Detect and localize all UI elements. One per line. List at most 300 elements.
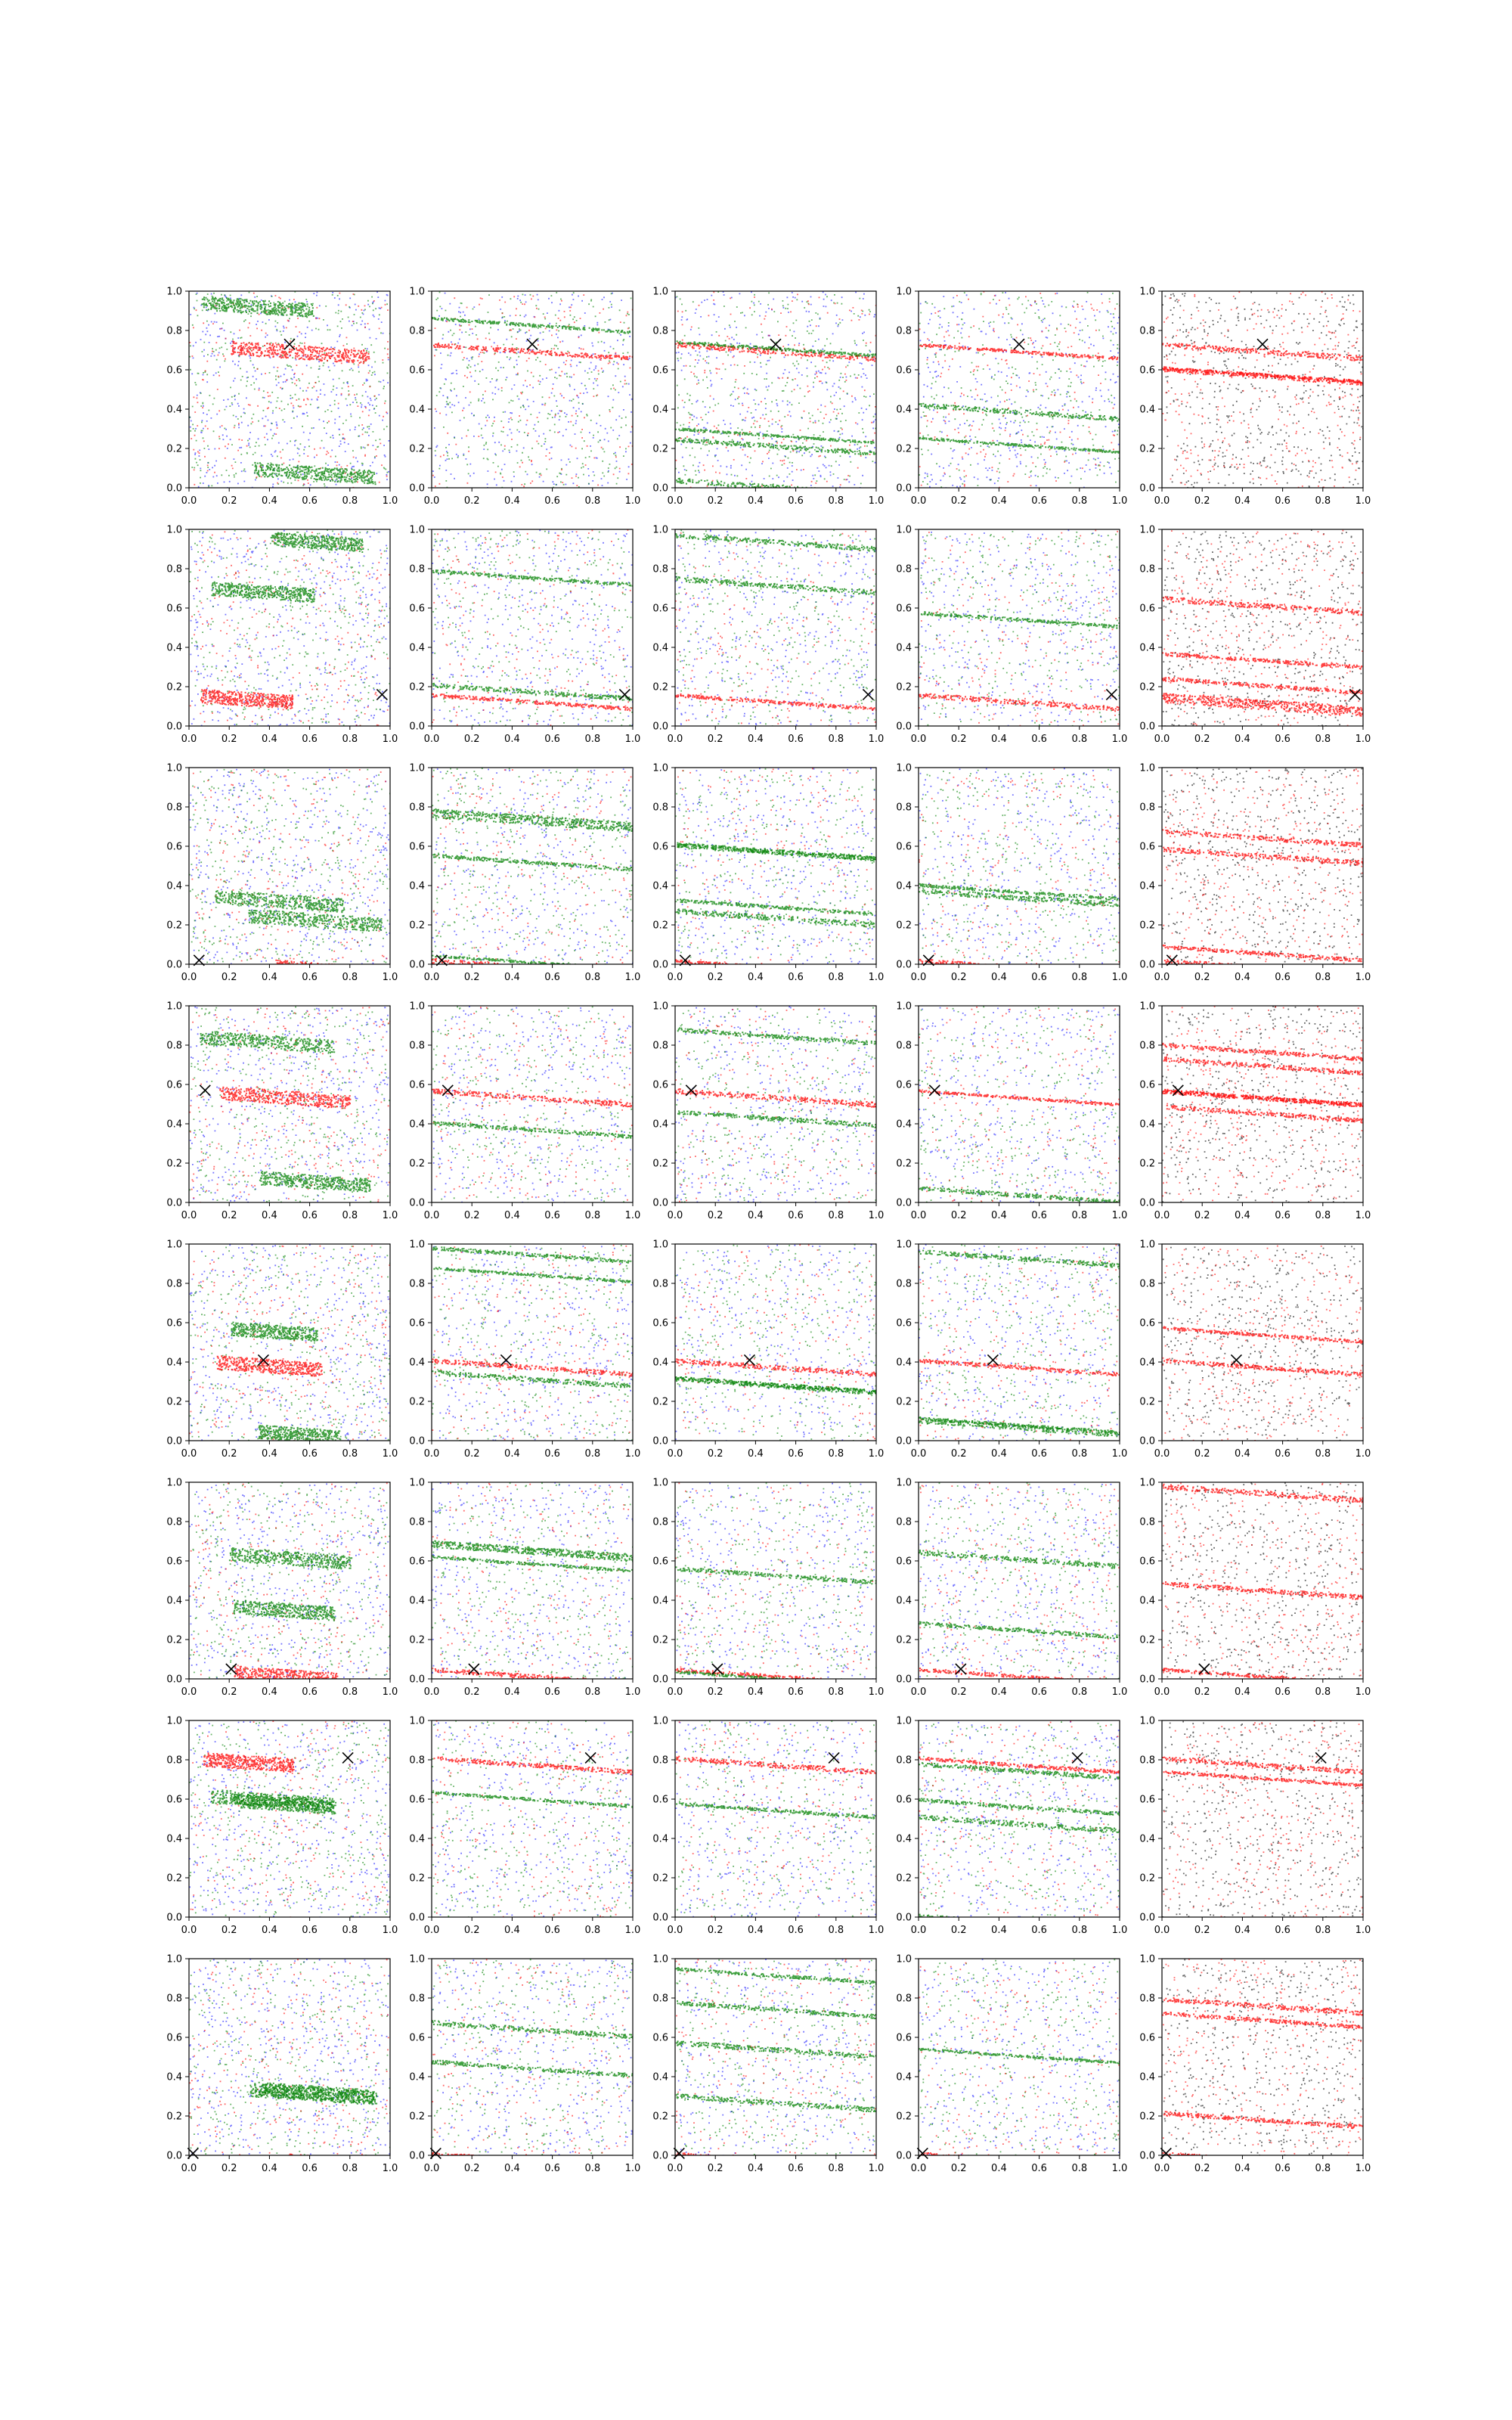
streak-band (434, 1757, 634, 1776)
x-tick-label: 0.2 (221, 495, 237, 507)
y-tick-label: 0.6 (166, 2032, 182, 2044)
y-tick-label: 1.0 (409, 1001, 425, 1013)
axes-frame (1162, 1959, 1363, 2155)
y-tick-label: 1.0 (896, 286, 912, 298)
x-tick-label: 1.0 (1355, 495, 1371, 507)
y-tick-label: 0.2 (1139, 443, 1155, 455)
x-tick-label: 0.6 (544, 1448, 560, 1460)
x-tick-label: 1.0 (624, 1210, 641, 1221)
y-tick-label: 0.8 (652, 325, 668, 337)
x-tick-label: 0.8 (342, 1686, 358, 1698)
x-tick-label: 0.8 (1071, 495, 1088, 507)
y-tick-label: 0.6 (652, 365, 668, 377)
y-tick-label: 0.2 (409, 1158, 425, 1170)
x-tick-label: 0.0 (1154, 495, 1170, 507)
x-tick-label: 0.4 (504, 495, 520, 507)
x-tick-label: 0.8 (1071, 734, 1088, 745)
x-tick-label: 0.2 (221, 972, 237, 983)
y-tick-label: 0.2 (1139, 1872, 1155, 1885)
y-tick-label: 0.6 (1139, 365, 1155, 377)
y-tick-label: 0.2 (166, 920, 182, 932)
y-tick-label: 0.2 (652, 1634, 668, 1646)
y-tick-label: 0.8 (652, 1516, 668, 1528)
streak-band (1162, 1757, 1364, 1775)
streak-band (919, 437, 1120, 454)
y-tick-label: 0.6 (1139, 603, 1155, 615)
panel-r6-c1 (166, 1478, 398, 1699)
axes-frame (675, 291, 876, 488)
panel-r5-c4 (896, 1239, 1127, 1460)
x-tick-label: 0.2 (1194, 1925, 1210, 1936)
y-tick-label: 0.2 (166, 2111, 182, 2123)
y-tick-label: 0.0 (1139, 1912, 1155, 1924)
y-tick-label: 0.2 (896, 681, 912, 693)
x-tick-label: 1.0 (382, 2163, 398, 2174)
panel-r5-c5 (1139, 1239, 1371, 1460)
x-tick-label: 0.8 (1315, 1686, 1331, 1698)
x-tick-label: 1.0 (624, 734, 641, 745)
series-red (432, 1483, 634, 1680)
series-blue (919, 1959, 1121, 2156)
x-tick-label: 1.0 (1111, 2163, 1128, 2174)
streak-band (919, 2048, 1121, 2065)
series-green (432, 529, 634, 727)
panel-r7-c2 (409, 1716, 640, 1937)
x-tick-label: 0.4 (991, 972, 1007, 983)
panel-r1-c2 (409, 287, 640, 507)
streak-band (676, 1566, 877, 1584)
x-tick-label: 1.0 (1355, 972, 1371, 983)
series-blue (919, 1484, 1120, 1680)
panel-r2-c5 (1139, 525, 1371, 746)
x-tick-label: 0.0 (667, 1686, 683, 1698)
y-tick-label: 0.0 (409, 959, 425, 971)
x-tick-label: 0.0 (667, 2163, 683, 2174)
streak-band (432, 854, 632, 872)
x-tick-label: 0.8 (1071, 1686, 1088, 1698)
y-tick-label: 0.0 (1139, 2150, 1155, 2162)
x-tick-label: 0.6 (1275, 1686, 1290, 1698)
y-tick-label: 0.4 (166, 404, 182, 416)
series-blue (919, 292, 1120, 489)
y-tick-label: 1.0 (896, 1715, 912, 1727)
x-tick-label: 0.4 (504, 734, 520, 745)
x-tick-label: 0.6 (302, 1448, 318, 1460)
y-tick-label: 1.0 (409, 1239, 425, 1251)
series-blue (432, 530, 634, 728)
x-tick-label: 0.4 (748, 1686, 764, 1698)
y-tick-label: 0.6 (166, 365, 182, 377)
streak-band (200, 689, 293, 709)
axes-frame (919, 291, 1120, 488)
scatter-points (432, 1720, 634, 1918)
y-tick-label: 0.4 (896, 2071, 912, 2083)
x-tick-label: 0.8 (828, 734, 844, 745)
x-tick-label: 1.0 (382, 1448, 398, 1460)
y-tick-label: 0.4 (652, 642, 668, 654)
series-green (919, 1482, 1120, 1679)
y-tick-label: 0.8 (652, 1754, 668, 1767)
streak-band (1162, 829, 1364, 848)
y-tick-label: 0.4 (896, 642, 912, 654)
x-tick-label: 0.8 (1315, 1448, 1331, 1460)
scatter-points (189, 291, 391, 489)
scatter-points (189, 529, 392, 728)
y-tick-label: 0.0 (166, 1674, 182, 1686)
y-tick-label: 0.0 (896, 721, 912, 733)
panel-r4-c2 (409, 1001, 640, 1222)
x-tick-label: 0.4 (991, 495, 1007, 507)
y-tick-label: 0.6 (409, 365, 425, 377)
scatter-points (675, 1006, 878, 1203)
scatter-points (432, 1482, 634, 1686)
streak-band (675, 1088, 878, 1108)
x-tick-label: 0.6 (1031, 495, 1047, 507)
axes-frame (189, 768, 390, 964)
x-tick-label: 0.2 (221, 1448, 237, 1460)
scatter-points (675, 1959, 878, 2169)
scatter-points (919, 291, 1121, 489)
y-tick-label: 0.0 (166, 2150, 182, 2162)
x-tick-label: 0.8 (1315, 495, 1331, 507)
y-tick-label: 0.6 (166, 1079, 182, 1091)
y-tick-label: 0.4 (166, 642, 182, 654)
marker-x (1014, 339, 1024, 349)
y-tick-label: 0.4 (166, 1118, 182, 1131)
series-blue (919, 1244, 1120, 1442)
x-tick-label: 0.8 (828, 1686, 844, 1698)
x-tick-label: 0.0 (910, 972, 927, 983)
y-tick-label: 0.2 (1139, 1634, 1155, 1646)
series-blue (189, 1483, 392, 1680)
y-tick-label: 0.6 (409, 1317, 425, 1329)
scatter-points (1162, 1006, 1365, 1204)
x-tick-label: 0.2 (221, 2163, 237, 2174)
scatter-points (919, 768, 1121, 977)
x-tick-label: 0.2 (463, 1925, 480, 1936)
y-tick-label: 0.6 (652, 2032, 668, 2044)
y-tick-label: 0.2 (896, 1396, 912, 1408)
y-tick-label: 0.0 (409, 721, 425, 733)
scatter-points (1162, 291, 1365, 489)
y-tick-label: 1.0 (166, 1715, 182, 1727)
y-tick-label: 0.6 (166, 1556, 182, 1568)
series-black (1162, 1721, 1364, 1919)
y-tick-label: 0.8 (1139, 1516, 1155, 1528)
y-tick-label: 0.8 (1139, 802, 1155, 814)
axes-frame (432, 1482, 633, 1679)
panel-r2-c2 (409, 525, 640, 746)
x-tick-label: 0.8 (342, 972, 358, 983)
streak-band (1162, 343, 1363, 361)
series-green (919, 1721, 1120, 1917)
y-tick-label: 0.4 (896, 1357, 912, 1369)
streak-band (200, 1031, 335, 1053)
y-tick-label: 0.6 (409, 603, 425, 615)
series-red (1163, 768, 1364, 963)
panel-r1-c5 (1139, 287, 1371, 507)
x-tick-label: 0.8 (584, 1210, 601, 1221)
y-tick-label: 1.0 (1139, 1953, 1155, 1965)
x-tick-label: 0.0 (181, 1925, 197, 1936)
axes-frame (675, 1959, 876, 2155)
panel-r8-c4 (896, 1954, 1127, 2175)
y-tick-label: 0.2 (166, 1396, 182, 1408)
x-tick-label: 1.0 (624, 972, 641, 983)
y-tick-label: 0.4 (166, 1357, 182, 1369)
panel-r8-c2 (409, 1954, 640, 2175)
series-blue (676, 1721, 878, 1918)
series-red (189, 293, 391, 489)
streak-band (675, 959, 878, 976)
y-tick-label: 0.6 (409, 841, 425, 853)
y-tick-label: 1.0 (652, 762, 668, 774)
panel-r1-c3 (652, 287, 884, 507)
x-tick-label: 0.2 (463, 495, 480, 507)
scatter-points (919, 1007, 1121, 1205)
y-tick-label: 0.2 (652, 1396, 668, 1408)
x-tick-label: 0.4 (504, 1448, 520, 1460)
y-tick-label: 0.6 (652, 603, 668, 615)
y-tick-label: 1.0 (166, 1477, 182, 1489)
series-green (190, 1482, 391, 1680)
x-tick-label: 0.4 (262, 495, 277, 507)
streak-band (432, 2152, 634, 2169)
x-tick-label: 0.0 (667, 1925, 683, 1936)
series-green (189, 1722, 391, 1918)
x-tick-label: 0.0 (667, 1210, 683, 1221)
streak-band (677, 1110, 877, 1128)
x-tick-label: 1.0 (1111, 1448, 1128, 1460)
y-tick-label: 0.4 (166, 1595, 182, 1607)
y-tick-label: 0.0 (896, 1435, 912, 1447)
streak-band (432, 1359, 634, 1377)
y-tick-label: 0.8 (896, 1754, 912, 1767)
y-tick-label: 0.0 (652, 1912, 668, 1924)
x-tick-label: 1.0 (382, 1925, 398, 1936)
y-tick-label: 1.0 (896, 1953, 912, 1965)
x-tick-label: 1.0 (868, 1448, 885, 1460)
x-tick-label: 0.0 (910, 1686, 927, 1698)
series-blue (919, 1007, 1121, 1204)
x-tick-label: 0.6 (544, 1686, 560, 1698)
x-tick-label: 0.2 (707, 1925, 723, 1936)
y-tick-label: 1.0 (1139, 762, 1155, 774)
x-tick-label: 0.6 (302, 972, 318, 983)
x-tick-label: 0.6 (1031, 1686, 1047, 1698)
y-tick-label: 1.0 (1139, 1001, 1155, 1013)
series-blue (676, 768, 878, 964)
scatter-points (675, 768, 878, 976)
y-tick-label: 0.8 (896, 325, 912, 337)
series-black (1162, 292, 1364, 489)
x-tick-label: 1.0 (1111, 1686, 1128, 1698)
y-tick-label: 0.0 (1139, 482, 1155, 495)
streak-band (1163, 847, 1365, 866)
scatter-points (675, 529, 878, 728)
y-tick-label: 0.8 (409, 1993, 425, 2005)
streak-band (676, 1967, 878, 1985)
streak-band (1163, 366, 1364, 384)
y-tick-label: 0.0 (1139, 959, 1155, 971)
y-tick-label: 0.6 (652, 1556, 668, 1568)
y-tick-label: 0.4 (1139, 2071, 1155, 2083)
streak-band (919, 1250, 1120, 1268)
y-tick-label: 0.8 (409, 1278, 425, 1290)
series-blue (919, 1721, 1121, 1919)
y-tick-label: 0.6 (1139, 1794, 1155, 1806)
x-tick-label: 0.6 (788, 2163, 804, 2174)
panel-r6-c5 (1139, 1478, 1371, 1699)
x-tick-label: 0.0 (423, 1448, 440, 1460)
x-tick-label: 0.2 (950, 1210, 967, 1221)
x-tick-label: 0.4 (262, 972, 277, 983)
series-red (675, 1244, 877, 1441)
marker-x (770, 339, 781, 349)
y-tick-label: 0.2 (652, 443, 668, 455)
streak-band (919, 1621, 1120, 1640)
streak-band (677, 1028, 877, 1046)
y-tick-label: 1.0 (409, 1953, 425, 1965)
x-tick-label: 0.4 (748, 972, 764, 983)
streak-band (1163, 1056, 1365, 1075)
x-tick-label: 0.6 (1275, 972, 1290, 983)
x-tick-label: 0.2 (950, 734, 967, 745)
x-tick-label: 0.6 (302, 1925, 318, 1936)
x-tick-label: 0.4 (748, 1210, 764, 1221)
x-tick-label: 0.2 (221, 1686, 237, 1698)
series-green (919, 1244, 1120, 1441)
series-red (919, 1482, 1120, 1680)
series-red (919, 291, 1121, 489)
x-tick-label: 0.2 (707, 972, 723, 983)
streak-band (248, 910, 383, 932)
x-tick-label: 1.0 (868, 495, 885, 507)
x-tick-label: 0.4 (748, 2163, 764, 2174)
x-tick-label: 0.6 (544, 1925, 560, 1936)
y-tick-label: 0.4 (1139, 1357, 1155, 1369)
y-tick-label: 0.2 (652, 2111, 668, 2123)
x-tick-label: 0.6 (302, 1686, 318, 1698)
x-tick-label: 0.8 (342, 734, 358, 745)
y-tick-label: 1.0 (896, 1001, 912, 1013)
x-tick-label: 0.2 (950, 972, 967, 983)
series-red (190, 1482, 392, 1680)
y-tick-label: 0.4 (409, 1357, 425, 1369)
streak-band (1163, 1359, 1365, 1376)
x-tick-label: 0.8 (1315, 1925, 1331, 1936)
x-tick-label: 0.8 (584, 495, 601, 507)
y-tick-label: 0.0 (166, 959, 182, 971)
y-tick-label: 0.4 (652, 404, 668, 416)
scatter-points (432, 529, 634, 728)
y-tick-label: 0.0 (1139, 1197, 1155, 1209)
streak-band (432, 955, 631, 971)
x-tick-label: 0.6 (1031, 972, 1047, 983)
panel-r4-c4 (896, 1001, 1127, 1222)
x-tick-label: 0.6 (1031, 1925, 1047, 1936)
x-tick-label: 0.0 (423, 734, 440, 745)
y-tick-label: 0.6 (1139, 2032, 1155, 2044)
x-tick-label: 0.2 (950, 2163, 967, 2174)
scatter-points (1162, 529, 1364, 727)
x-tick-label: 0.2 (463, 734, 480, 745)
y-tick-label: 0.2 (1139, 681, 1155, 693)
y-tick-label: 0.0 (166, 1197, 182, 1209)
y-tick-label: 0.0 (896, 482, 912, 495)
x-tick-label: 1.0 (1111, 1925, 1128, 1936)
x-tick-label: 0.8 (584, 1686, 601, 1698)
y-tick-label: 0.2 (896, 2111, 912, 2123)
series-green (919, 1959, 1120, 2156)
x-tick-label: 0.0 (423, 1210, 440, 1221)
x-tick-label: 0.0 (181, 734, 197, 745)
streak-band (1163, 1668, 1365, 1686)
y-tick-label: 0.6 (896, 1317, 912, 1329)
x-tick-label: 0.2 (707, 1210, 723, 1221)
x-tick-label: 0.4 (1235, 1686, 1250, 1698)
x-tick-label: 0.8 (1071, 1925, 1088, 1936)
x-tick-label: 0.8 (1071, 972, 1088, 983)
y-tick-label: 0.0 (409, 1674, 425, 1686)
series-red (1163, 1720, 1364, 1918)
series-green (919, 769, 1121, 966)
x-tick-label: 0.0 (910, 1925, 927, 1936)
y-tick-label: 0.2 (409, 681, 425, 693)
x-tick-label: 0.8 (342, 495, 358, 507)
panel-r3-c4 (896, 763, 1127, 984)
y-tick-label: 0.0 (166, 1912, 182, 1924)
streak-band (432, 1555, 634, 1572)
x-tick-label: 0.2 (1194, 972, 1210, 983)
scatter-points (1162, 768, 1364, 977)
x-tick-label: 0.0 (1154, 2163, 1170, 2174)
x-tick-label: 0.2 (1194, 2163, 1210, 2174)
x-tick-label: 0.8 (1315, 734, 1331, 745)
panel-r3-c5 (1139, 763, 1371, 984)
streak-band (676, 1756, 877, 1775)
scatter-points (189, 1482, 392, 1687)
series-red (192, 769, 391, 962)
streak-band (1163, 596, 1363, 616)
x-tick-label: 0.0 (1154, 1686, 1170, 1698)
y-tick-label: 0.0 (652, 2150, 668, 2162)
x-tick-label: 1.0 (868, 2163, 885, 2174)
x-tick-label: 0.8 (342, 1925, 358, 1936)
x-tick-label: 0.4 (1235, 495, 1250, 507)
series-green (676, 1244, 878, 1441)
x-tick-label: 0.8 (1315, 2163, 1331, 2174)
x-tick-label: 0.0 (667, 1448, 683, 1460)
streak-band (201, 296, 314, 318)
x-tick-label: 0.2 (463, 1448, 480, 1460)
x-tick-label: 0.4 (262, 1210, 277, 1221)
streak-band (271, 532, 364, 553)
panel-r5-c1 (166, 1239, 398, 1460)
x-tick-label: 0.4 (1235, 1925, 1250, 1936)
streak-band (234, 1599, 336, 1621)
scatter-points (919, 1720, 1121, 1932)
y-tick-label: 1.0 (409, 1477, 425, 1489)
series-green (432, 1482, 634, 1680)
series-green (189, 768, 391, 965)
y-tick-label: 0.6 (166, 1794, 182, 1806)
x-tick-label: 0.2 (707, 734, 723, 745)
x-tick-label: 1.0 (624, 2163, 641, 2174)
panel-r7-c3 (652, 1716, 884, 1937)
series-blue (432, 1722, 634, 1917)
x-tick-label: 0.4 (262, 1448, 277, 1460)
